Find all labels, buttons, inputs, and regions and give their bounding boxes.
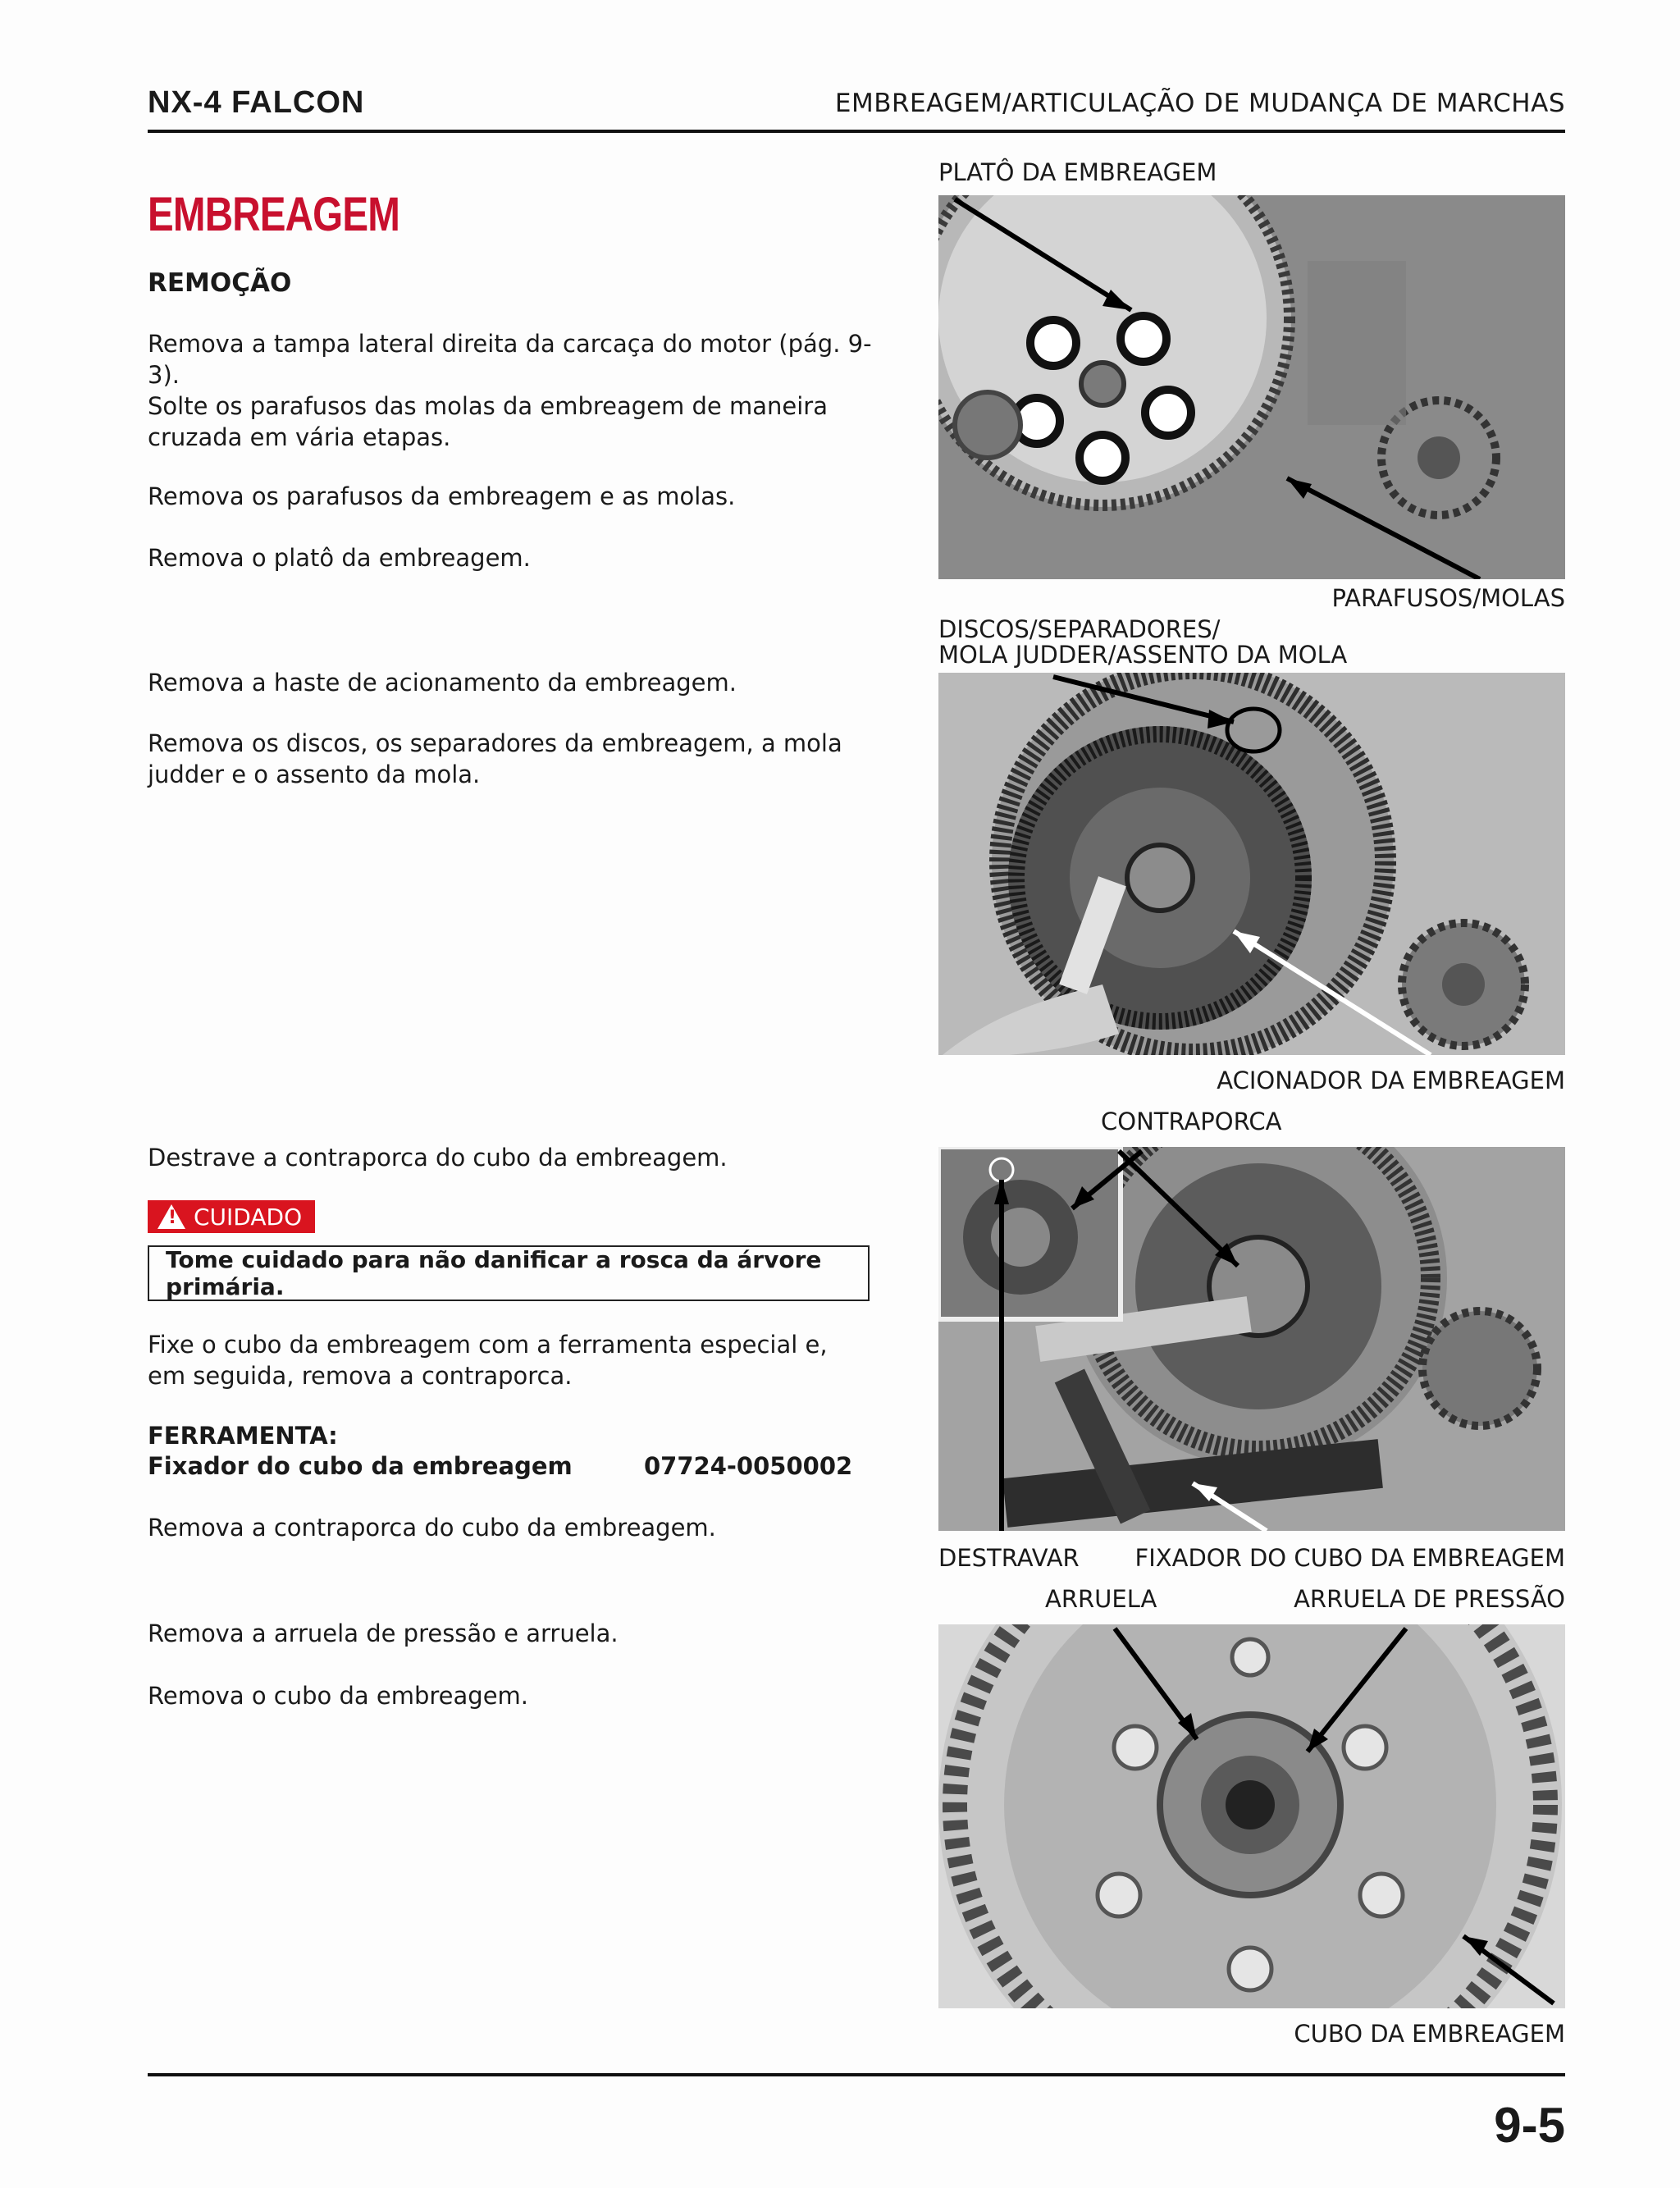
tool-name: Fixador do cubo da embreagem bbox=[148, 1452, 573, 1480]
step-text: Remova a haste de acionamento da embreagem. bbox=[148, 669, 737, 697]
figure-label: CUBO DA EMBREAGEM bbox=[1294, 2020, 1565, 2048]
figure-label: DESTRAVAR bbox=[938, 1544, 1080, 1572]
clutch-pressure-plate-photo bbox=[938, 195, 1565, 579]
figure-label: ARRUELA DE PRESSÃO bbox=[1294, 1585, 1565, 1613]
section-subheading: REMOÇÃO bbox=[148, 268, 292, 298]
caution-label: CUIDADO bbox=[194, 1203, 303, 1231]
figure-label: PARAFUSOS/MOLAS bbox=[1331, 584, 1565, 612]
model-name: NX-4 FALCON bbox=[148, 85, 365, 120]
figure-label: FIXADOR DO CUBO DA EMBREAGEM bbox=[1134, 1544, 1565, 1572]
step-text: Destrave a contraporca do cubo da embreagem. bbox=[148, 1144, 728, 1172]
figure-label: ARRUELA bbox=[1045, 1585, 1157, 1613]
clutch-hub-holder-photo bbox=[938, 1147, 1565, 1531]
figure-label: MOLA JUDDER/ASSENTO DA MOLA bbox=[938, 641, 1348, 669]
figure-label: CONTRAPORCA bbox=[1101, 1108, 1282, 1135]
step-text: Remova o cubo da embreagem. bbox=[148, 1682, 528, 1710]
figure-label: DISCOS/SEPARADORES/ bbox=[938, 615, 1221, 643]
page-number: 9-5 bbox=[1494, 2098, 1565, 2153]
tool-label: FERRAMENTA: bbox=[148, 1422, 338, 1450]
caution-box bbox=[148, 1245, 870, 1301]
clutch-discs-photo bbox=[938, 673, 1565, 1055]
footer-rule bbox=[148, 2073, 1565, 2076]
section-title: EMBREAGEM/ARTICULAÇÃO DE MUDANÇA DE MARCHAS bbox=[834, 89, 1565, 118]
step-text: Remova a arruela de pressão e arruela. bbox=[148, 1619, 619, 1647]
page-title: EMBREAGEM bbox=[148, 188, 400, 241]
caution-text: Tome cuidado para não danificar a rosca da árvore primária. bbox=[166, 1246, 822, 1300]
step-text: Solte os parafusos das molas da embreagem de maneira cruzada em vária etapas. bbox=[148, 392, 828, 451]
header-rule bbox=[148, 130, 1565, 133]
figure-label: ACIONADOR DA EMBREAGEM bbox=[1217, 1067, 1565, 1094]
step-text: Remova os parafusos da embreagem e as molas. bbox=[148, 482, 736, 510]
step-text: Fixe o cubo da embreagem com a ferramenta especial e, em seguida, remova a contraporca. bbox=[148, 1331, 828, 1390]
figure-label: PLATÔ DA EMBREAGEM bbox=[938, 158, 1217, 186]
tool-code: 07724-0050002 bbox=[644, 1452, 853, 1480]
step-text: Remova o platô da embreagem. bbox=[148, 544, 531, 572]
warning-icon: ! bbox=[158, 1204, 185, 1229]
step-text: Remova a contraporca do cubo da embreagem. bbox=[148, 1514, 716, 1542]
step-text: Remova a tampa lateral direita da carcaça do motor (pág. 9-3). bbox=[148, 330, 872, 389]
clutch-hub-photo bbox=[938, 1624, 1565, 2008]
step-text: Remova os discos, os separadores da embreagem, a mola judder e o assento da mola. bbox=[148, 729, 842, 788]
caution-tag bbox=[148, 1200, 315, 1233]
